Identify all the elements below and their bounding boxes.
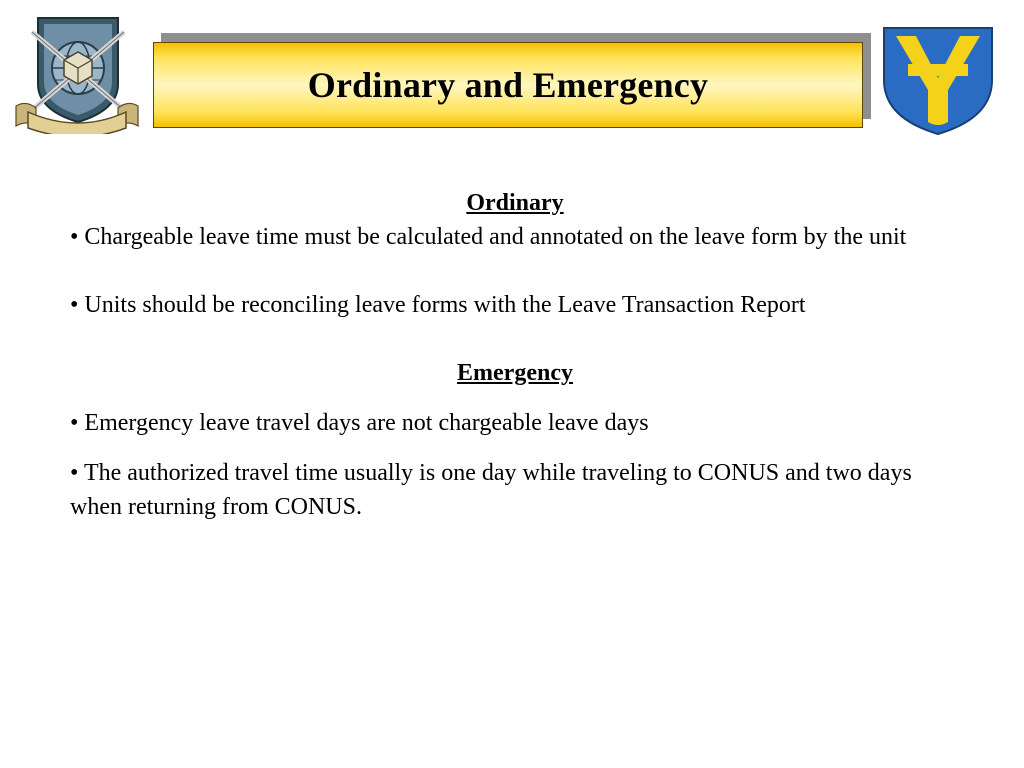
spacer xyxy=(70,390,960,406)
emergency-bullet-2: • The authorized travel time usually is one day while traveling to CONUS and two days when returning from CONUS. xyxy=(70,460,912,520)
spacer xyxy=(70,254,960,288)
title-banner xyxy=(153,42,863,128)
ordinary-bullet-2: • Units should be reconciling leave forms with the Leave Transaction Report xyxy=(70,292,806,318)
slide-title: Ordinary and Emergency xyxy=(307,65,709,105)
spacer xyxy=(70,440,960,456)
emergency-heading: Emergency xyxy=(457,360,573,386)
ordinary-heading: Ordinary xyxy=(466,190,564,216)
shoulder-shield-icon xyxy=(880,24,996,138)
spacer xyxy=(70,322,960,356)
emergency-bullet-1: • Emergency leave travel days are not chargeable leave days xyxy=(70,410,649,436)
ordinary-bullet-1: • Chargeable leave time must be calculated and annotated on the leave form by the unit xyxy=(70,224,907,250)
slide-content xyxy=(70,186,960,524)
unit-crest-icon xyxy=(14,14,140,134)
